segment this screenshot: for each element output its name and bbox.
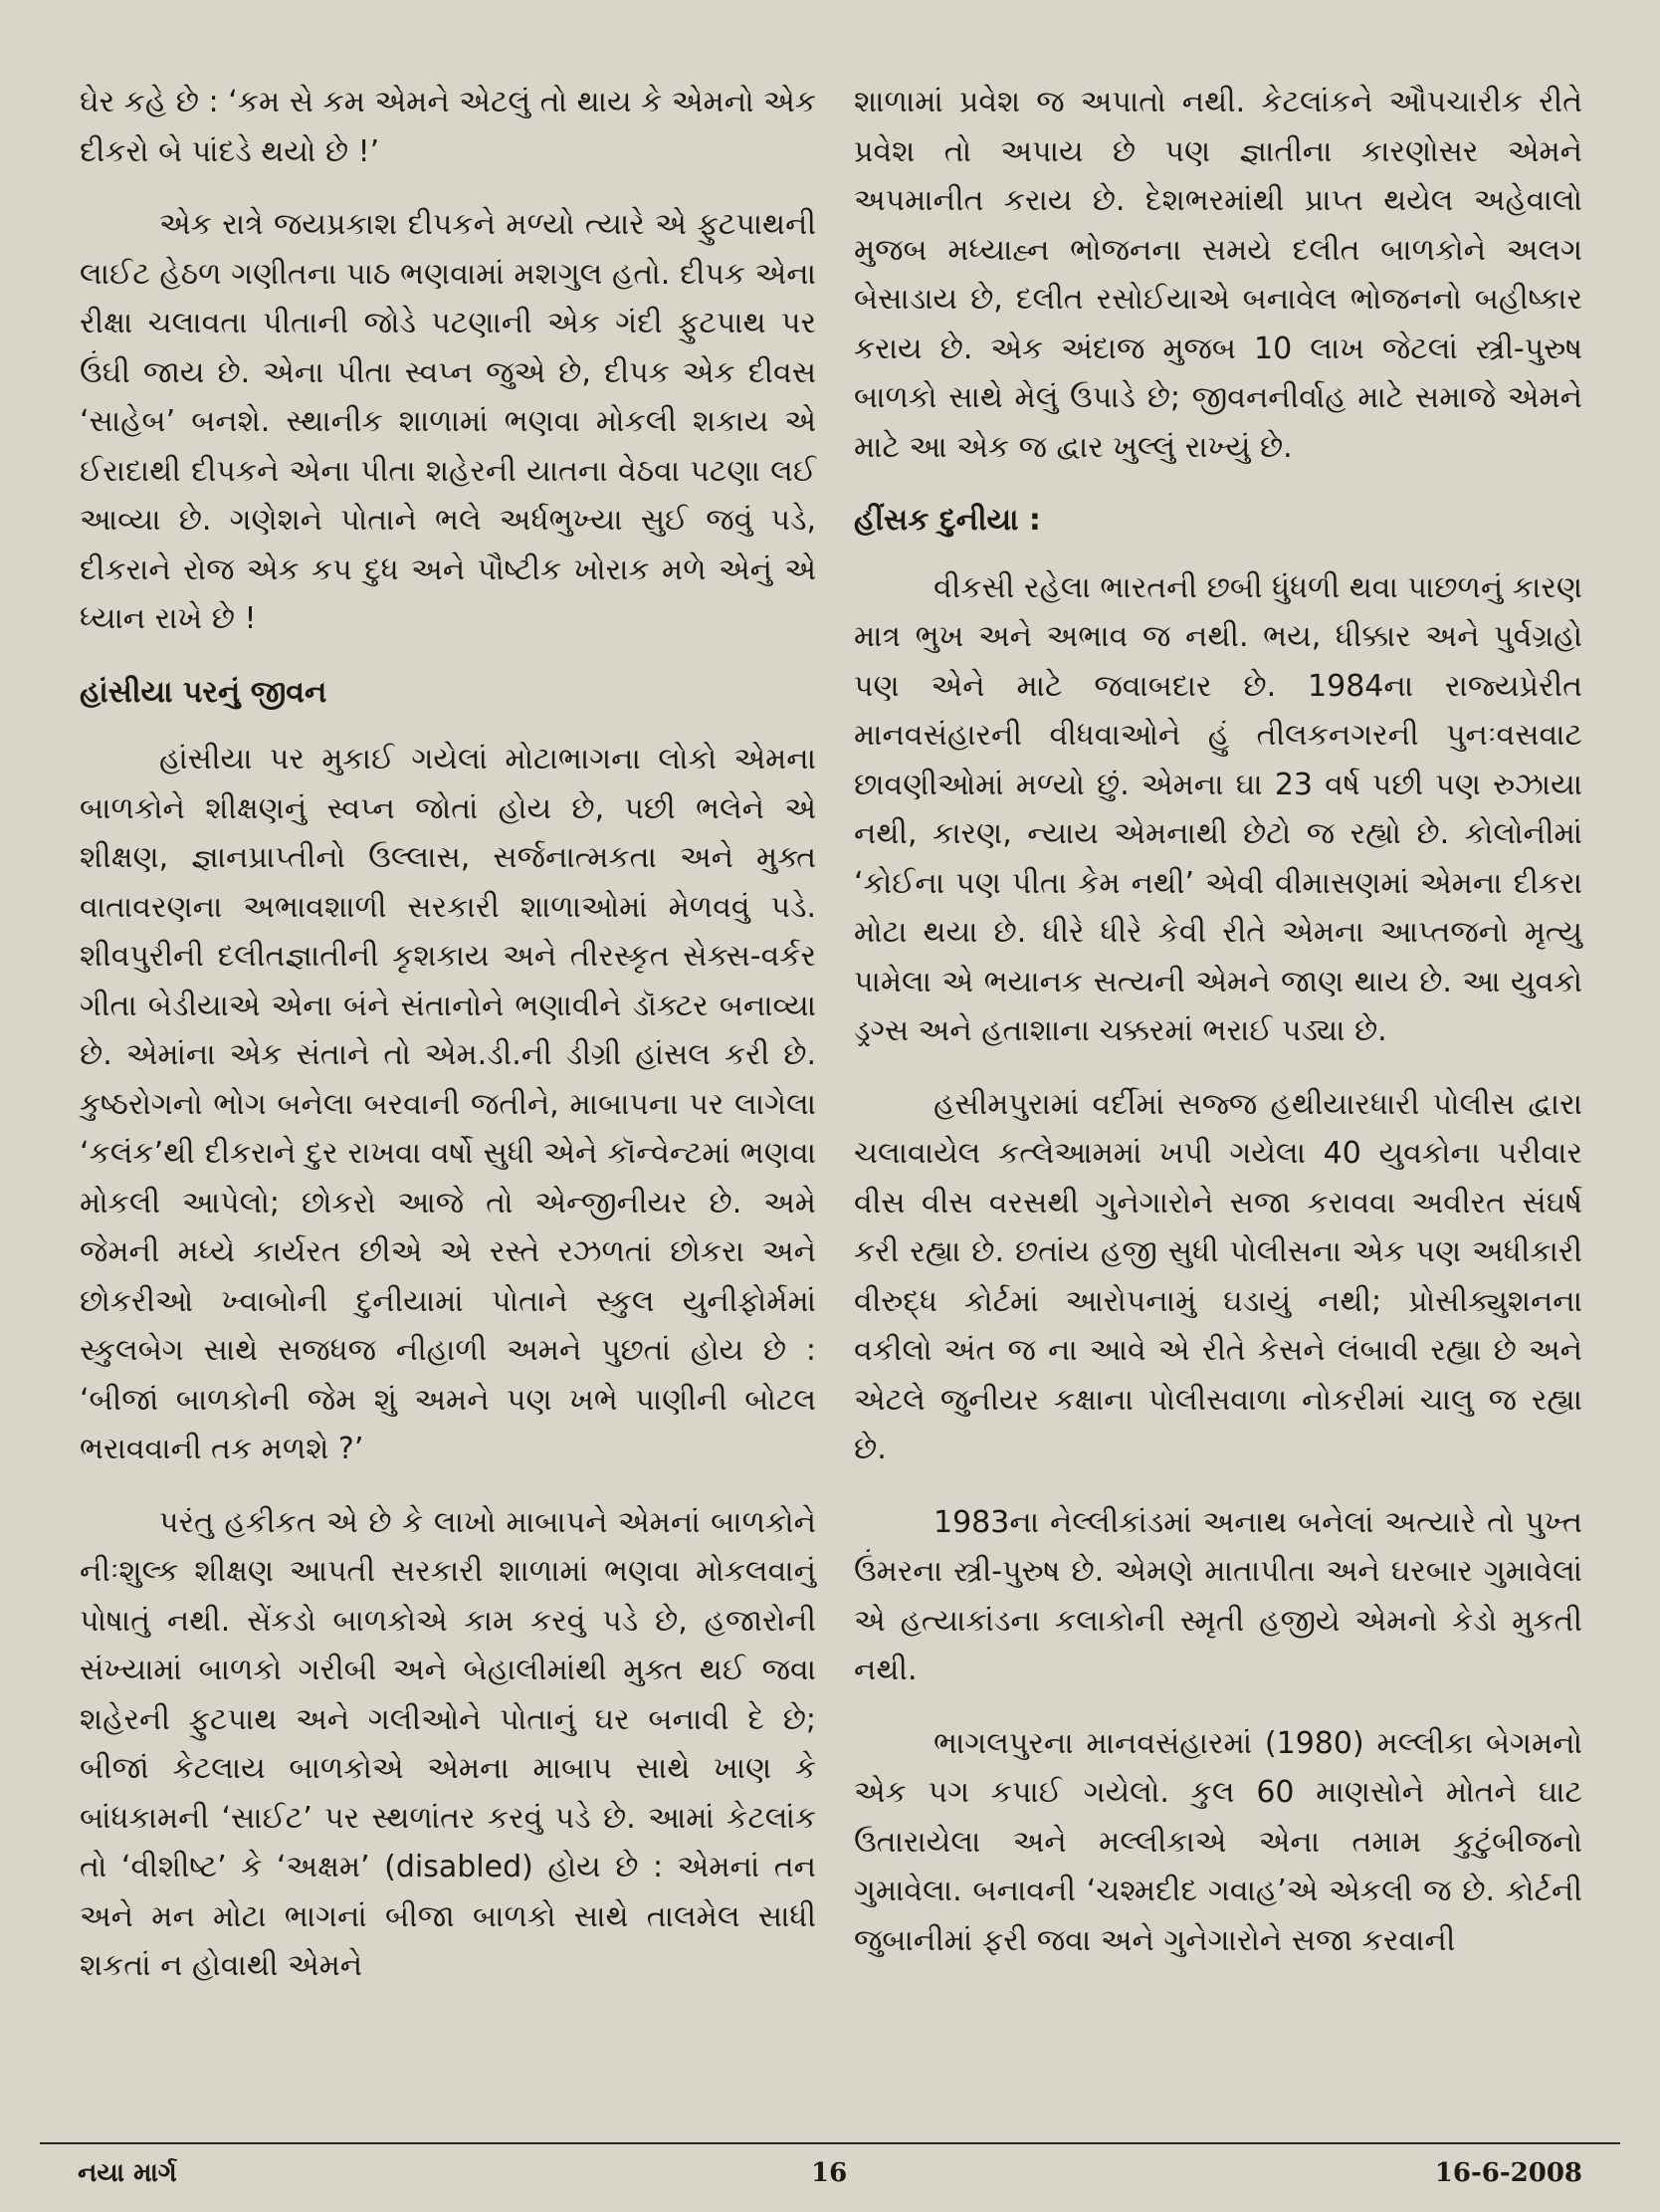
page-number: 16 bbox=[811, 2158, 848, 2188]
right-column bbox=[854, 78, 1582, 1989]
footer-divider bbox=[40, 2142, 1620, 2144]
paragraph: હાંસીયા પર મુકાઈ ગયેલાં મોટાભાગના લોકો એમના બાળકોને શીક્ષણનું સ્વપ્ન જોતાં હોય છે, પછી ભલેને એ શીક્ષણ, જ્ઞાનપ્રાપ્તીનો ઉલ્લાસ, સર્જનાત્મકતા અને મુક્ત વાતાવરણના અભાવશાળી સરકારી શાળાઓમાં મેળવવું પડે. શીવપુરીની દલીતજ્ઞાતીની કૃશકાય અને તીરસ્કૃત સેક્સ-વર્કર ગીતા બેડીયાએ એના બંને સંતાનોને ભણાવીને ડૉક્ટર બનાવ્યા છે. એમાંના એક સંતાને તો એમ.ડી.ની ડીગ્રી હાંસલ કરી છે. કુષ્ઠરોગનો ભોગ બનેલા બરવાની જતીને, માબાપના પર લાગેલા ‘કલંક’થી દીકરાને દુર રાખવા વર્ષો સુધી એને કૉન્વેન્ટમાં ભણવા મોકલી આપેલો; છોકરો આજે તો એન્જીનીયર છે. અમે જેમની મધ્યે કાર્યરત છીએ એ રસ્તે રઝળતાં છોકરા અને છોકરીઓ ખ્વાબોની દુનીયામાં પોતાને સ્કુલ યુનીફોર્મમાં સ્કુલબેગ સાથે સજધજ નીહાળી અમને પુછતાં હોય છે : ‘બીજાં બાળકોની જેમ શું અમને પણ ખભે પાણીની બોટલ ભરાવવાની તક મળશે ?’ bbox=[80, 742, 816, 1466]
issue-date: 16-6-2008 bbox=[1434, 2158, 1582, 2188]
paragraph: ઘેર કહે છે : ‘કમ સે કમ એમને એટલું તો થાય કે એમનો એક દીકરો બે પાંદડે થયો છે !’ bbox=[80, 85, 816, 169]
paragraph: પરંતુ હકીકત એ છે કે લાખો માબાપને એમનાં બાળકોને નીઃશુલ્ક શીક્ષણ આપતી સરકારી શાળામાં ભણવા મોકલવાનું પોષાતું નથી. સેંકડો બાળકોએ કામ કરવું પડે છે, હજારોની સંખ્યામાં બાળકો ગરીબી અને બેહાલીમાંથી મુક્ત થઈ જવા શહેરની ફુટપાથ અને ગલીઓને પોતાનું ઘર બનાવી દે છે; બીજાં કેટલાય બાળકોએ એમના માબાપ સાથે ખાણ કે બાંધકામની ‘સાઈટ’ પર સ્થળાંતર કરવું પડે છે. આમાં કેટલાંક તો ‘વીશીષ્ટ’ કે ‘અક્ષમ’ (disabled) હોય છે : એમનાં તન અને મન મોટા ભાગનાં બીજા બાળકો સાથે તાલમેલ સાધી શકતાં ન હોવાથી એમને bbox=[80, 1504, 816, 1983]
paragraph: હસીમપુરામાં વર્દીમાં સજ્જ હથીયારધારી પોલીસ દ્વારા ચલાવાયેલ કત્લેઆમમાં ખપી ગયેલા 40 યુવકોના પરીવાર વીસ વીસ વરસથી ગુનેગારોને સજા કરાવવા અવીરત સંઘર્ષ કરી રહ્યા છે. છતાંય હજી સુધી પોલીસના એક પણ અધીકારી વીરુદ્ધ કોર્ટમાં આરોપનામું ઘડાયું નથી; પ્રોસીક્યુશનના વકીલો અંત જ ના આવે એ રીતે કેસને લંબાવી રહ્યા છે અને એટલે જુનીયર કક્ષાના પોલીસવાળા નોકરીમાં ચાલુ જ રહ્યા છે. bbox=[854, 1086, 1582, 1466]
paragraph: શાળામાં પ્રવેશ જ અપાતો નથી. કેટલાંકને ઔપચારીક રીતે પ્રવેશ તો અપાય છે પણ જ્ઞાતીના કારણોસર એમને અપમાનીત કરાય છે. દેશભરમાંથી પ્રાપ્ત થયેલ અહેવાલો મુજબ મધ્યાહ્ન ભોજનના સમયે દલીત બાળકોને અલગ બેસાડાય છે, દલીત રસોઈયાએ બનાવેલ ભોજનનો બહીષ્કાર કરાય છે. એક અંદાજ મુજબ 10 લાખ જેટલાં સ્ત્રી-પુરુષ બાળકો સાથે મેલું ઉપાડે છે; જીવનનીર્વાહ માટે સમાજે એમને માટે આ એક જ દ્વાર ખુલ્લું રાખ્યું છે. bbox=[854, 85, 1582, 465]
paragraph: એક રાત્રે જયપ્રકાશ દીપકને મળ્યો ત્યારે એ ફુટપાથની લાઈટ હેઠળ ગણીતના પાઠ ભણવામાં મશગુલ હતો. દીપક એના રીક્ષા ચલાવતા પીતાની જોડે પટણાની એક ગંદી ફુટપાથ પર ઉંઘી જાય છે. એના પીતા સ્વપ્ન જુએ છે, દીપક એક દીવસ ‘સાહેબ’ બનશે. સ્થાનીક શાળામાં ભણવા મોકલી શકાય એ ઈરાદાથી દીપકને એના પીતા શહેરની યાતના વેઠવા પટણા લઈ આવ્યા છે. ગણેશને પોતાને ભલે અર્ધભુખ્યા સુઈ જવું પડે, દીકરાને રોજ એક કપ દુધ અને પૌષ્ટીક ખોરાક મળે એનું એ ધ્યાન રાખે છે ! bbox=[80, 207, 816, 636]
paragraph: ભાગલપુરના માનવસંહારમાં (1980) મલ્લીકા બેગમનો એક પગ કપાઈ ગયેલો. કુલ 60 માણસોને મોતને ઘાટ ઉતારાયેલા અને મલ્લીકાએ એના તમામ કુટુંબીજનો ગુમાવેલા. બનાવની ‘ચશ્મદીદ ગવાહ’એ એકલી જ છે. કોર્ટની જુબાનીમાં ફરી જવા અને ગુનેગારોને સજા કરવાની bbox=[854, 1725, 1582, 1958]
section-heading: હાંસીયા પરનું જીવન bbox=[80, 674, 327, 710]
left-column bbox=[80, 78, 816, 2015]
section-heading: હીંસક દુનીયા : bbox=[854, 503, 1041, 538]
paragraph: વીકસી રહેલા ભારતની છબી ધુંધળી થવા પાછળનું કારણ માત્ર ભુખ અને અભાવ જ નથી. ભય, ધીક્કાર અને પુર્વગ્રહો પણ એને માટે જવાબદાર છે. 1984ના રાજ્યપ્રેરીત માનવસંહારની વીધવાઓને હું તીલકનગરની પુનઃવસવાટ છાવણીઓમાં મળ્યો છું. એમના ઘા 23 વર્ષ પછી પણ રુઝાયા નથી, કારણ, ન્યાય એમનાથી છેટો જ રહ્યો છે. કોલોનીમાં ‘કોઈના પણ પીતા કેમ નથી’ એવી વીમાસણમાં એમના દીકરા મોટા થયા છે. ધીરે ધીરે કેવી રીતે એમના આપ્તજનો મૃત્યુ પામેલા એ ભયાનક સત્યની એમને જાણ થાય છે. આ યુવકો ડ્રગ્સ અને હતાશાના ચક્કરમાં ભરાઈ પડ્યા છે. bbox=[854, 569, 1582, 1048]
publication-name: નયા માર્ગ bbox=[78, 2158, 177, 2188]
paragraph: 1983ના નેલ્લીકાંડમાં અનાથ બનેલાં અત્યારે તો પુખ્ત ઉંમરના સ્ત્રી-પુરુષ છે. એમણે માતાપીતા અને ઘરબાર ગુમાવેલાં એ હત્યાકાંડના કલાકોની સ્મૃતી હજીયે એમનો કેડો મુકતી નથી. bbox=[854, 1504, 1582, 1687]
